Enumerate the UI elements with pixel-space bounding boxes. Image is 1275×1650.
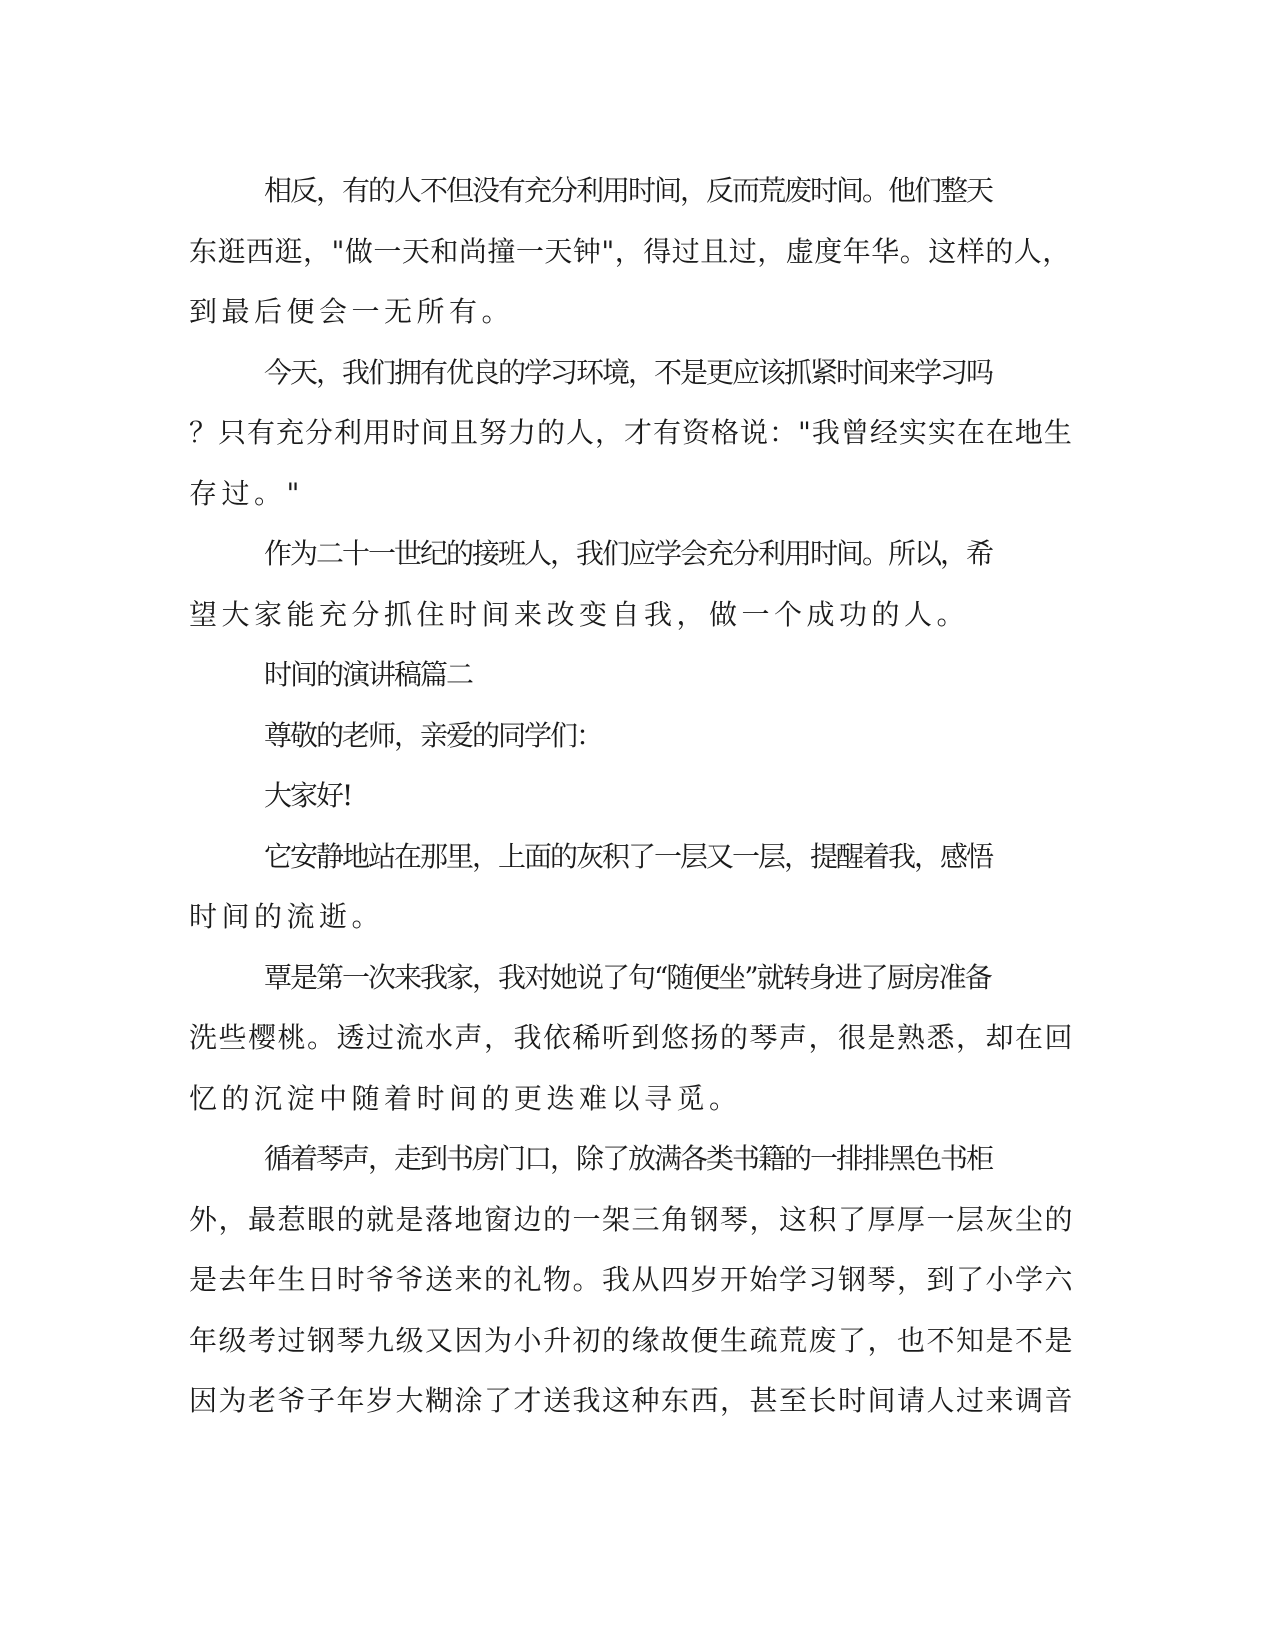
text-line: 覃是第一次来我家，我对她说了句“随便坐”就转身进了厨房准备: [264, 960, 991, 994]
paragraph: [189, 1129, 1074, 1432]
paragraph: [189, 524, 1074, 645]
document-body: [189, 161, 1074, 1432]
paragraph: [189, 827, 1074, 948]
text-line: 作为二十一世纪的接班人，我们应学会充分利用时间。所以，希: [264, 537, 993, 570]
paragraph: [189, 706, 1074, 767]
text-line: 时间的流逝。: [189, 900, 385, 933]
text-line: 今天，我们拥有优良的学习环境，不是更应该抓紧时间来学习吗: [264, 355, 993, 389]
paragraph: [189, 645, 1074, 706]
paragraph: [189, 343, 1074, 525]
text-line: 大家好!: [264, 779, 352, 812]
paragraph: [189, 766, 1074, 827]
text-line: 尊敬的老师，亲爱的同学们：: [264, 718, 603, 752]
text-line: 忆的沉淀中随着时间的更迭难以寻觅。: [189, 1081, 742, 1115]
text-line: 到最后便会一无所有。: [189, 295, 515, 328]
text-line: 它安静地站在那里，上面的灰积了一层又一层，提醒着我，感悟: [264, 839, 993, 873]
text-line: 因为老爷子年岁大糊涂了才送我这种东西，甚至长时间请人过来调音: [189, 1384, 1075, 1417]
paragraph: [189, 161, 1074, 343]
text-line: 外，最惹眼的就是落地窗边的一架三角钢琴，这积了厚厚一层灰尘的: [189, 1202, 1075, 1236]
text-line: 是去年生日时爷爷送来的礼物。我从四岁开始学习钢琴，到了小学六: [189, 1263, 1075, 1296]
text-line: 洗些樱桃。透过流水声，我依稀听到悠扬的琴声，很是熟悉，却在回: [189, 1021, 1075, 1054]
text-line: 年级考过钢琴九级又因为小升初的缘故便生疏荒废了，也不知是不是: [189, 1323, 1075, 1357]
paragraph: [189, 948, 1074, 1130]
text-line: 望大家能充分抓住时间来改变自我，做一个成功的人。: [189, 597, 970, 631]
text-line: 相反，有的人不但没有充分利用时间，反而荒废时间。他们整天: [264, 174, 993, 207]
text-line: 存过。": [189, 476, 304, 510]
text-line: 东逛西逛，"做一天和尚撞一天钟"，得过且过，虚度年华。这样的人，: [189, 234, 1071, 268]
text-line: 循着琴声，走到书房门口，除了放满各类书籍的一排排黑色书柜: [264, 1142, 993, 1175]
text-line: 时间的演讲稿篇二: [264, 658, 473, 691]
text-line: ？只有充分利用时间且努力的人，才有资格说："我曾经实实在在地生: [189, 416, 1073, 449]
